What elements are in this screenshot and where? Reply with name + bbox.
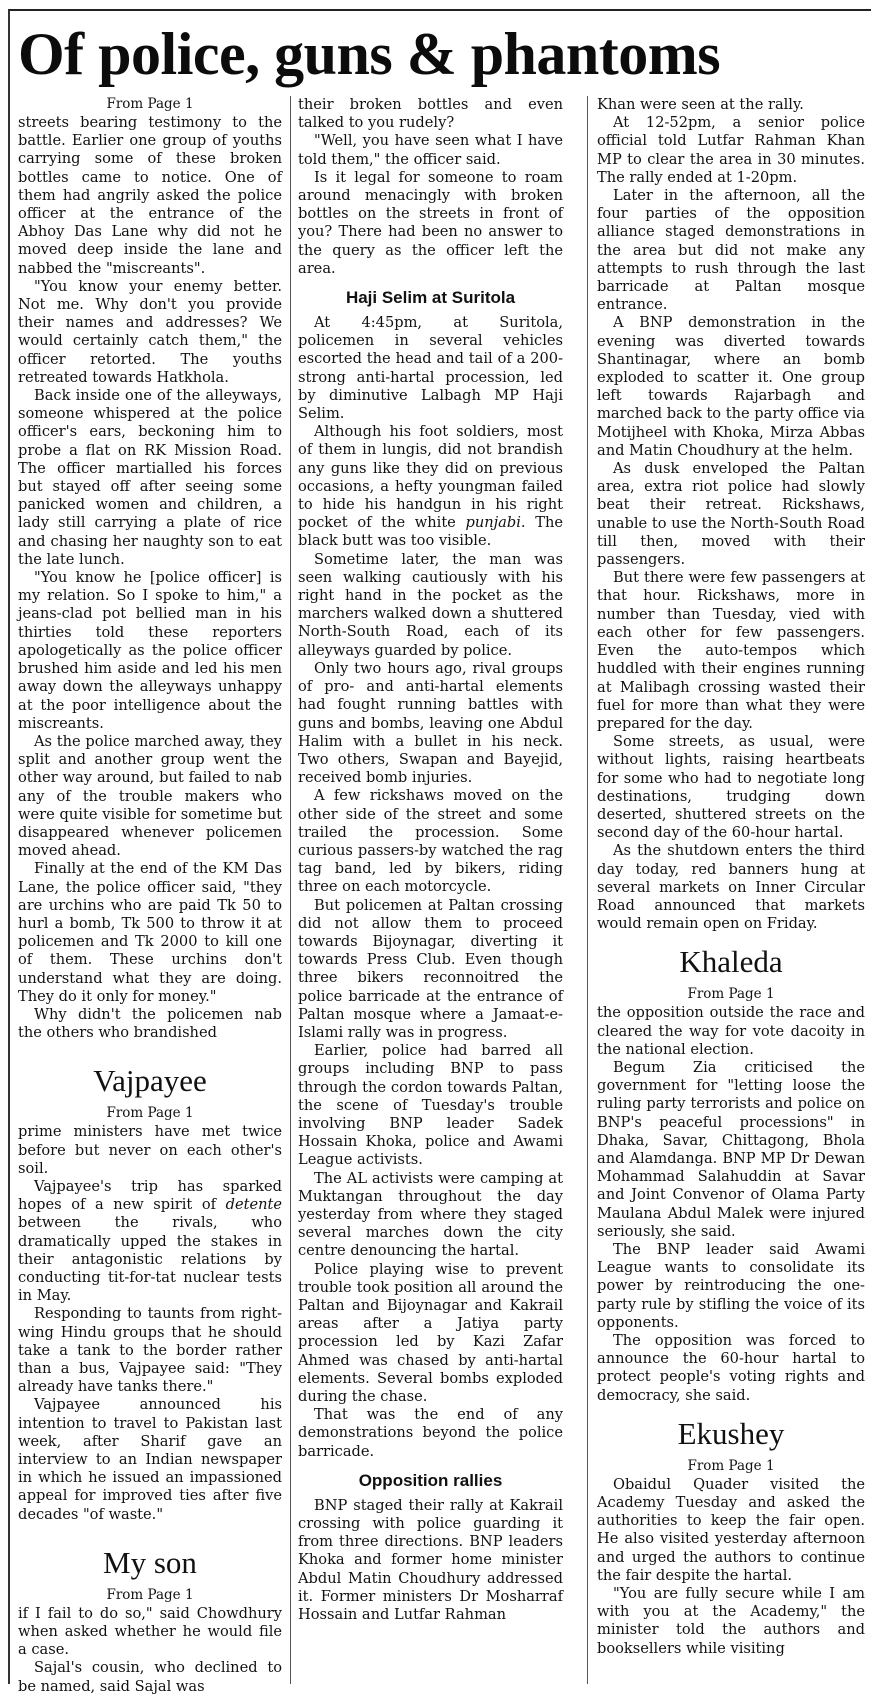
paragraph: "Well, you have seen what I have told them," the officer said.: [298, 132, 563, 168]
italic-word: detente: [225, 1196, 282, 1214]
jump-line: From Page 1: [687, 986, 775, 1003]
paragraph: That was the end of any demonstrations beyond the police barricade.: [298, 1406, 563, 1460]
paragraph: their broken bottles and even talked to you rudely?: [298, 96, 563, 132]
paragraph: At 12-52pm, a senior police official told Lutfar Rahman Khan MP to clear the area in 30 minutes. The rally ended at 1-20pm.: [597, 114, 865, 186]
paragraph: "You know your enemy better. Not me. Why don't you provide their names and addresses? We would certainly catch them," the officer retorted. The youths retreated towards Hatkhola.: [18, 277, 282, 386]
paragraph: Back inside one of the alleyways, someone whispered at the police officer's ears, beckoning him to probe a flat on RK Mission Road. The officer martialled his forces but stayed off after seeing some panicked women and children, a lady still carrying a plate of rice and chasing her naughty son to eat the late lunch.: [18, 387, 282, 568]
column-3: [597, 96, 865, 1684]
paragraph: if I fail to do so," said Chowdhury when asked whether he would file a case.: [18, 1604, 282, 1659]
jump-line: From Page 1: [106, 1586, 194, 1603]
paragraph: BNP staged their rally at Kakrail crossing with police guarding it from three directions. BNP leaders Khoka and former home minister Abdul Matin Choudhury addressed it. Former ministers Dr Mosharraf Hossain and Lutfar Rahman: [298, 1496, 563, 1624]
paragraph: At 4:45pm, at Suritola, policemen in several vehicles escorted the head and tail of a 200-strong anti-hartal procession, led by diminutive Lalbagh MP Haji Selim.: [298, 314, 563, 423]
jump-line: From Page 1: [106, 96, 194, 112]
paragraph: Khan were seen at the rally.: [597, 96, 804, 113]
paragraph: "You are fully secure while I am with you at the Academy," the minister told the authors and booksellers while visiting: [597, 1585, 865, 1657]
opposition-rallies-subheading: Opposition rallies: [358, 1470, 503, 1490]
column-divider: [587, 96, 588, 1684]
column-1: [18, 96, 282, 1695]
paragraph: Obaidul Quader visited the Academy Tuesday and asked the authorities to keep the fair open. He also visited yesterday afternoon and urged the authors to continue the fair despite the hartal.: [597, 1475, 865, 1584]
column-2: [298, 96, 563, 1684]
paragraph: "You know he [police officer] is my relation. So I spoke to him," a jeans-clad pot bellied man in his thirties told these reporters apologetically as the police officer brushed him aside and led his men away down the alleyways unhappy at the poor intelligence about the miscreants.: [18, 569, 282, 732]
paragraph: As the shutdown enters the third day today, red banners hung at several markets on Inner Circular Road announced that markets would remain open on Friday.: [597, 842, 865, 933]
jump-line: From Page 1: [687, 1457, 775, 1474]
haji-selim-subheading: Haji Selim at Suritola: [345, 288, 516, 308]
paragraph: streets bearing testimony to the battle. Earlier one group of youths carrying some of these broken bottles came to notice. One of them had angrily asked the police officer at the entrance of the Abhoy Das Lane why did not he moved deep inside the lane and nabbed the "miscreants".: [18, 114, 282, 277]
paragraph: Why didn't the policemen nab the others who brandished: [18, 1005, 282, 1042]
my-son-heading: My son: [103, 1544, 197, 1580]
text-run: Although his foot soldiers, most of them in lungis, did not brandish any guns like they did on previous occasions, a hefty youngman failed to hide his handgun in his right pocket of the white: [298, 423, 563, 532]
paragraph: [18, 1178, 282, 1305]
paragraph: Only two hours ago, rival groups of pro- and anti-hartal elements had fought running battles with guns and bombs, leaving one Abdul Halim with a bullet in his neck. Two others, Swapan and Bayejid, received bomb injuries.: [298, 659, 563, 787]
column-divider: [290, 96, 291, 1684]
left-border-rule: [8, 10, 10, 1684]
paragraph: Some streets, as usual, were without lights, raising heartbeats for some who had to negotiate long destinations, trudging down deserted, shuttered streets on the second day of the 60-hour hartal.: [597, 733, 865, 842]
paragraph: Begum Zia criticised the government for "letting loose the ruling party terrorists and police on BNP's peaceful processions" in Dhaka, Savar, Chittagong, Bhola and Alamdanga. BNP MP Dr Dewan Mohammad Salahuddin at Savar and Joint Convenor of Olama Party Maulana Abdul Malek were injured seriously, she said.: [597, 1058, 865, 1240]
text-run: . The black butt was too visible.: [298, 514, 563, 550]
paragraph: Responding to taunts from right-wing Hindu groups that he should take a tank to the border rather than a bus, Vajpayee said: "They already have tanks there.": [18, 1305, 282, 1396]
paragraph: The AL activists were camping at Muktangan throughout the day yesterday from where they staged several marches down the city centre denouncing the hartal.: [298, 1169, 563, 1260]
italic-word: punjabi: [465, 514, 521, 532]
paragraph: As the police marched away, they split and another group went the other way around, but failed to nab any of the trouble makers who were quite visible for sometime but disappeared whenever policemen moved ahead.: [18, 732, 282, 860]
paragraph: The BNP leader said Awami League wants to consolidate its power by reintroducing the one-party rule by stifling the voice of its opponents.: [597, 1240, 865, 1331]
paragraph: Sometime later, the man was seen walking cautiously with his right hand in the pocket as the marchers walked down a shuttered North-South Road, each of its alleyways guarded by police.: [298, 550, 563, 659]
paragraph: [298, 423, 563, 550]
text-run: Vajpayee's trip has sparked hopes of a new spirit of: [18, 1177, 282, 1214]
text-run: between the rivals, who dramatically upped the stakes in their antagonistic relations by conducting tit-for-tat nuclear tests in May.: [18, 1214, 282, 1305]
paragraph: A BNP demonstration in the evening was diverted towards Shantinagar, where an bomb exploded to scatter it. One group left towards Rajarbagh and marched back to the party office via Motijheel with Khoka, Mirza Abbas and Matin Choudhury at the helm.: [597, 314, 865, 459]
paragraph: But there were few passengers at that hour. Rickshaws, more in number than Tuesday, vied with each other for few passengers. Even the auto-tempos which huddled with their engines running at Malibagh crossing wasted their fuel for more than what they were prepared for the day.: [597, 569, 865, 732]
paragraph: But policemen at Paltan crossing did not allow them to proceed towards Bijoynagar, diverting it towards Press Club. Even though three bikers reconnoitred the police barricade at the entrance of Paltan mosque where a Jamaat-e-Islami rally was in progress.: [298, 896, 563, 1041]
paragraph: prime ministers have met twice before but never on each other's soil.: [18, 1123, 282, 1177]
paragraph: Police playing wise to prevent trouble took position all around the Paltan and Bijoynagar and Kakrail areas after a Jatiya party procession led by Kazi Zafar Ahmed was chased by anti-hartal elements. Several bombs exploded during the chase.: [298, 1260, 563, 1406]
paragraph: Is it legal for someone to roam around menacingly with broken bottles on the streets in front of you? There had been no answer to the query as the officer left the area.: [298, 168, 563, 277]
vajpayee-heading: Vajpayee: [93, 1063, 207, 1099]
headline: Of police, guns & phantoms: [18, 21, 721, 87]
paragraph: The opposition was forced to announce the 60-hour hartal to protect people's voting rights and democracy, she said.: [597, 1332, 865, 1404]
top-rule: [8, 9, 871, 11]
paragraph: Later in the afternoon, all the four parties of the opposition alliance staged demonstrations in the area but did not make any attempts to rush through the last barricade at Paltan mosque entrance.: [597, 187, 865, 314]
jump-line: From Page 1: [106, 1105, 194, 1122]
paragraph: Sajal's cousin, who declined to be named, said Sajal was: [18, 1659, 282, 1695]
paragraph: As dusk enveloped the Paltan area, extra riot police had slowly beat their retreat. Rickshaws, unable to use the North-South Road till then, moved with their passengers.: [597, 460, 865, 569]
khaleda-heading: Khaleda: [679, 944, 783, 980]
paragraph: the opposition outside the race and cleared the way for vote dacoity in the national election.: [597, 1004, 865, 1058]
ekushey-heading: Ekushey: [677, 1415, 785, 1451]
paragraph: Vajpayee announced his intention to travel to Pakistan last week, after Sharif gave an interview to an Indian newspaper in which he issued an impassioned appeal for improved ties after five decades "of waste.": [18, 1396, 282, 1523]
paragraph: A few rickshaws moved on the other side of the street and some trailed the procession. Some curious passers-by watched the rag tag band, led by bikers, riding three on each motorcycle.: [298, 787, 563, 896]
paragraph: Earlier, police had barred all groups including BNP to pass through the cordon towards Paltan, the scene of Tuesday's trouble involving BNP leader Sadek Hossain Khoka, police and Awami League activists.: [298, 1042, 563, 1169]
paragraph: Finally at the end of the KM Das Lane, the police officer said, "they are urchins who are paid Tk 50 to hurl a bomb, Tk 500 to throw it at policemen and Tk 2000 to kill one of them. These urchins don't understand what they are doing. They do it only for money.": [18, 860, 282, 1005]
